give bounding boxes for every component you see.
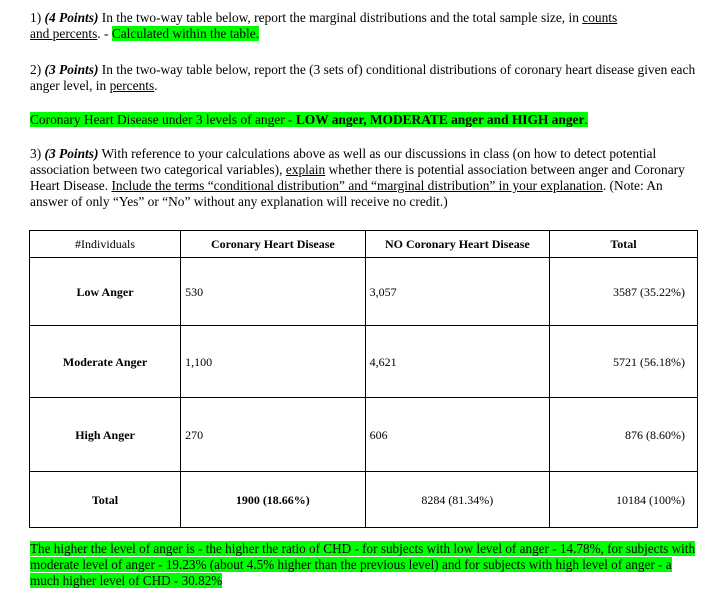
q3-explain: explain <box>285 162 326 177</box>
cell-no-chd: 4,621 <box>365 326 550 398</box>
cell-total: 5721 (56.18%) <box>550 326 698 398</box>
cell-total: 876 (8.60%) <box>550 398 698 472</box>
q2-answer-end: . <box>584 112 588 127</box>
row-label: High Anger <box>30 398 181 472</box>
table-total-row <box>30 472 698 528</box>
q1-text-b: . - <box>97 26 112 41</box>
table-row <box>30 258 698 326</box>
q3-text-b: whether there is potential association between anger and Coronary Heart Disease. <box>30 162 685 193</box>
q2-text-b: . <box>154 78 158 93</box>
header-cell: #Individuals <box>30 231 181 258</box>
cell-no-chd-total: 8284 (81.34%) <box>365 472 550 528</box>
q3-text-c: . (Note: An answer of only “Yes” or “No” without any explanation will receive no credit.) <box>30 178 663 209</box>
q1-points: (4 Points) <box>44 10 99 25</box>
cell-chd: 530 <box>181 258 366 326</box>
header-cell: Total <box>550 231 698 258</box>
q2-percents: percents <box>109 78 155 93</box>
cell-chd: 270 <box>181 398 366 472</box>
q3-points: (3 Points) <box>44 146 99 161</box>
cell-no-chd: 606 <box>365 398 550 472</box>
cell-grand-total: 10184 (100%) <box>550 472 698 528</box>
header-cell: NO Coronary Heart Disease <box>365 231 550 258</box>
q1-number: 1) <box>30 10 45 25</box>
q3-answer: The higher the level of anger is - the higher the ratio of CHD - for subjects with low level of anger - 14.78%, for subjects with moderate level of anger - 19.23% (about 4.5% higher than the previous level) and for subjects with high level of anger - a much higher level of CHD - 30.82% <box>30 541 696 588</box>
q1-percents: and percents <box>30 26 98 41</box>
q3-number: 3) <box>30 146 45 161</box>
q3-text: With reference to your calculations above as well as our discussions in class (on how to detect potential association between two categorical variables), <box>30 146 657 177</box>
q2-text: In the two-way table below, report the (3 sets of) conditional distributions of coronary heart disease given each anger level, in <box>30 62 696 93</box>
q2-answer-text: Coronary Heart Disease under 3 levels of anger - <box>30 112 296 127</box>
cell-chd: 1,100 <box>181 326 366 398</box>
row-label: Moderate Anger <box>30 326 181 398</box>
question-3-answer <box>30 541 702 589</box>
q2-answer-bold: LOW anger, MODERATE anger and HIGH anger <box>295 112 585 127</box>
question-2-answer <box>30 112 702 128</box>
row-label: Low Anger <box>30 258 181 326</box>
header-cell: Coronary Heart Disease <box>181 231 366 258</box>
question-3 <box>30 146 702 210</box>
cell-chd-total: 1900 (18.66%) <box>181 472 366 528</box>
q1-counts: counts <box>582 10 618 25</box>
cell-no-chd: 3,057 <box>365 258 550 326</box>
q1-text: In the two-way table below, report the marginal distributions and the total sample size, in <box>98 10 583 25</box>
two-way-table <box>29 230 698 528</box>
cell-total: 3587 (35.22%) <box>550 258 698 326</box>
q2-points: (3 Points) <box>44 62 99 77</box>
q2-number: 2) <box>30 62 45 77</box>
table-header-row <box>30 231 698 258</box>
q3-include: Include the terms “conditional distribution” and “marginal distribution” in your explanation <box>111 178 603 193</box>
question-2 <box>30 62 702 94</box>
row-label: Total <box>30 472 181 528</box>
q1-answer: Calculated within the table. <box>111 26 260 41</box>
table-row <box>30 398 698 472</box>
table-row <box>30 326 698 398</box>
question-1 <box>30 10 702 42</box>
